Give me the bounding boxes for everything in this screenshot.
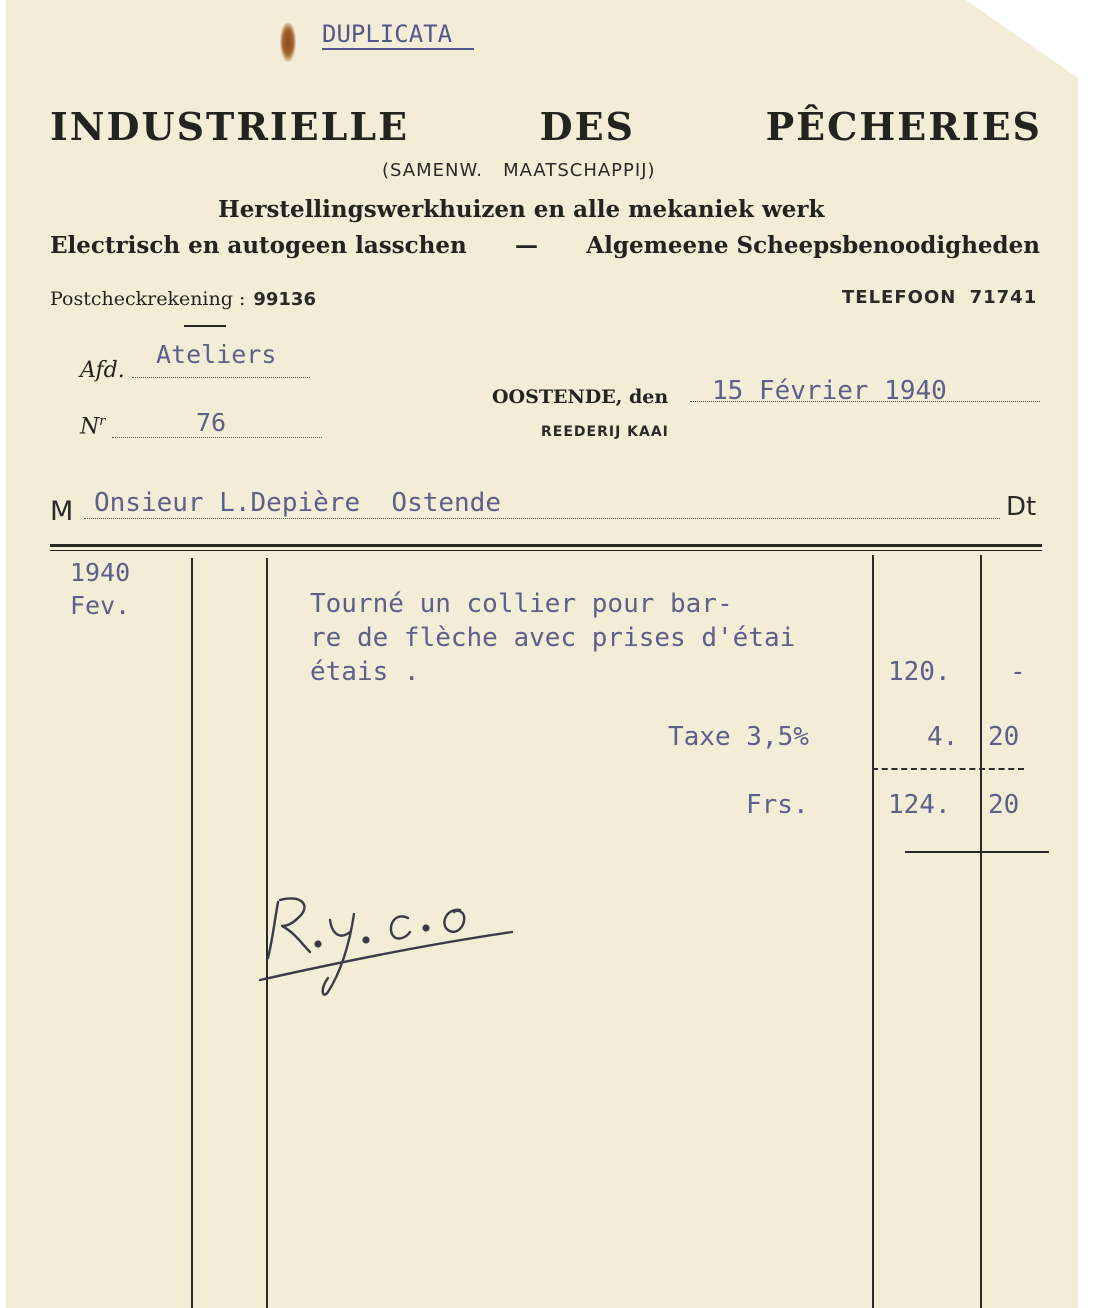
subtotal-dash-rule (872, 768, 1024, 770)
company-word-1: INDUSTRIELLE (50, 104, 410, 149)
afd-value: Ateliers (156, 340, 277, 369)
telefoon (842, 287, 1037, 308)
street: REEDERIJ KAAI (541, 424, 669, 440)
amount-main: 120. (888, 657, 951, 687)
tax-cents: 20 (988, 722, 1020, 752)
services-line-1: Herstellingswerkhuizen en alle mekaniek werk (218, 196, 825, 223)
tax-label: Taxe 3,5% (668, 722, 809, 752)
date-value: 15 Février 1940 (712, 376, 947, 406)
total-main: 124. (888, 790, 951, 820)
nr-label-sup: r (99, 414, 106, 429)
handwritten-signature (250, 880, 530, 1010)
recipient: Onsieur L.Depière Ostende (94, 488, 501, 518)
entry-year: 1940 (70, 558, 131, 587)
services-line-2-left: Electrisch en autogeen lasschen (50, 232, 467, 259)
total-label: Frs. (746, 790, 809, 820)
duplicata-stamp: DUPLICATA (322, 20, 474, 50)
nr-value: 76 (196, 408, 227, 437)
rust-stain (280, 22, 296, 62)
table-top-rule (50, 544, 1042, 547)
services-line-2 (50, 232, 1040, 259)
total-underline (905, 851, 1049, 853)
dt-label: Dt (1006, 492, 1037, 522)
short-rule (184, 325, 226, 327)
col-divider-1 (191, 558, 193, 1308)
afd-dotted-line (132, 377, 310, 378)
company-word-3: PÊCHERIES (765, 104, 1042, 149)
company-name (50, 104, 1042, 150)
description-line-2: re de flèche avec prises d'étai (310, 623, 796, 653)
table-top-rule-2 (50, 550, 1042, 551)
entry-month: Fev. (70, 591, 131, 620)
col-divider-3 (872, 555, 874, 1308)
recipient-dotted-line (84, 518, 1000, 519)
nr-label (80, 414, 105, 439)
amount-cents: - (1010, 657, 1026, 687)
nr-dotted-line (112, 437, 322, 438)
company-subtitle: (SAMENW. MAATSCHAPPIJ) (382, 160, 656, 181)
description-line-3: étais . (310, 657, 420, 687)
background (1078, 0, 1109, 1308)
postcheck-label: Postcheckrekening : (50, 288, 246, 310)
services-line-2-right: Algemeene Scheepsbenoodigheden (586, 232, 1040, 259)
telefoon-number: 71741 (969, 287, 1038, 308)
telefoon-label: TELEFOON (842, 287, 957, 308)
description-line-1: Tourné un collier pour bar- (310, 589, 733, 619)
tax-main: 4. (927, 722, 959, 752)
postcheck (50, 288, 316, 310)
total-cents: 20 (988, 790, 1020, 820)
nr-label-n: N (80, 414, 100, 440)
services-line-2-sep: — (515, 232, 538, 259)
afd-label: Afd. (80, 358, 125, 383)
col-divider-4 (980, 555, 982, 1308)
postcheck-number: 99136 (253, 289, 316, 310)
company-word-2: DES (539, 104, 635, 149)
city-label: OOSTENDE, den (492, 386, 669, 408)
m-label: M (50, 496, 74, 527)
